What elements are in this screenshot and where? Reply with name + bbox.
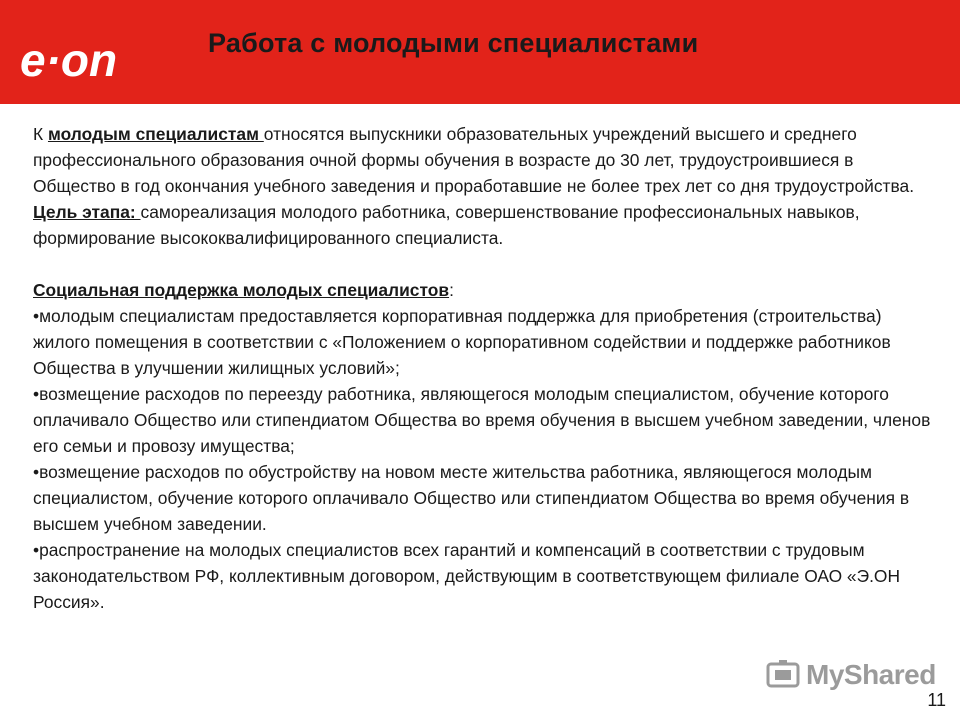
page-title: Работа с молодыми специалистами <box>208 28 699 58</box>
support-heading: Социальная поддержка молодых специалистов <box>33 280 450 300</box>
support-bullet: •возмещение расходов по обустройству на новом месте жительства работника, являющегося молодым специалистом, обучение которого оплачивало Общество или стипендиатом Общества во время обучения в высшем учебном заведении. <box>33 462 910 534</box>
support-heading-suffix: : <box>449 280 454 300</box>
watermark-text: MyShared <box>806 659 936 690</box>
intro-term: молодым специалистам <box>47 124 264 144</box>
support-bullet: •молодым специалистам предоставляется корпоративная поддержка для приобретения (строительства) жилого помещения в соответствии с «Положением о корпоративном содействии и поддержке работников Общества в улучшении жилищных условий»; <box>33 306 891 378</box>
eon-logo <box>20 36 150 84</box>
support-bullet: •возмещение расходов по переезду работника, являющегося молодым специалистом, обучение которого оплачивало Общество или стипендиатом Общества во время обучения в высшем учебном заведении, членов его семьи и провозу имущества; <box>33 384 931 456</box>
logo-text: e·on <box>20 36 118 84</box>
goal-text: самореализация молодого работника, совершенствование профессиональных навыков, формирование высококвалифицированного специалиста. <box>33 202 860 248</box>
intro-text: относятся выпускники образовательных учреждений высшего и среднего профессионального образования очной формы обучения в возрасте до 30 лет, трудоустроившиеся в Общество в год окончания учебного заведения и проработавшие не более трех лет со дня трудоустройства. <box>33 124 915 196</box>
slide-content <box>33 121 933 615</box>
page-number: 11 <box>927 690 946 710</box>
support-heading-line <box>33 277 933 303</box>
goal-paragraph <box>33 199 933 251</box>
header-banner <box>0 0 960 104</box>
goal-label: Цель этапа: <box>33 202 141 222</box>
intro-paragraph <box>33 121 933 199</box>
myshared-icon <box>766 658 800 692</box>
intro-prefix: К <box>33 124 48 144</box>
spacer <box>33 251 933 277</box>
myshared-watermark <box>766 657 936 693</box>
support-bullet: •распространение на молодых специалистов всех гарантий и компенсаций в соответствии с трудовым законодательством РФ, коллективным договором, действующим в соответствующем филиале ОАО «Э.ОН Россия». <box>33 540 901 612</box>
